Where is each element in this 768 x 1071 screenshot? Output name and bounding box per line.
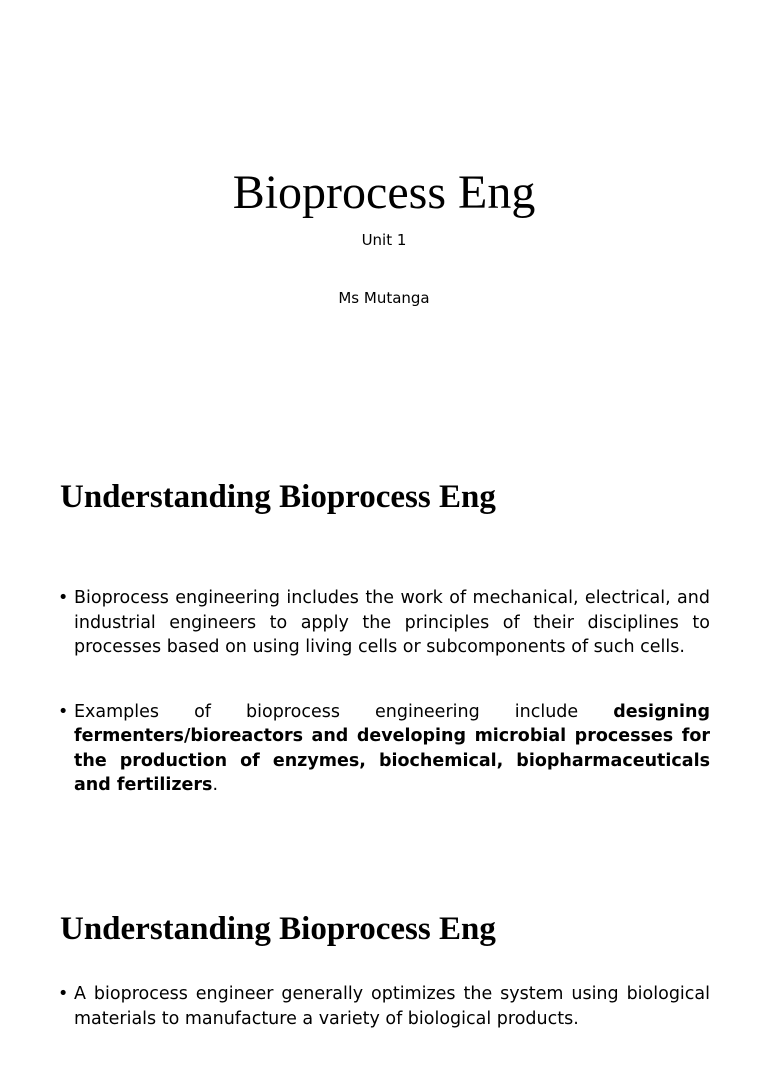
bullet-symbol: • [58,984,69,1004]
bullet-text: Bioprocess engineering includes the work of mechanical, electrical, and industrial engineers to apply the principles of their disciplines to processes based on using living cells or subcomponents of such cells. [74,588,710,657]
bullet-text-prefix: Examples of bioprocess engineering include [74,701,614,722]
bullet-text: A bioprocess engineer generally optimizes the system using biological materials to manufacture a variety of biological products. [74,984,710,1029]
bullet-symbol: • [58,588,69,608]
content-slide-1 [0,432,768,864]
bullet-item [58,700,710,798]
bullet-list [58,982,710,1071]
bullet-text-bold: designing fermenters/bioreactors and developing microbial processes for the production of enzymes, biochemical, biopharmaceuticals and fertilizers [74,701,710,795]
author-subtitle: Ms Mutanga [338,289,430,307]
bullet-text-suffix: . [212,775,219,795]
content-slide-2 [0,864,768,1029]
bullet-list [58,586,710,838]
slide-heading: Understanding Bioprocess Eng [60,479,496,515]
title-slide [0,0,768,432]
bullet-item [58,586,710,660]
presentation-title: Bioprocess Eng [232,166,536,219]
bullet-symbol: • [58,701,69,722]
unit-subtitle: Unit 1 [361,231,407,249]
slide-heading: Understanding Bioprocess Eng [60,911,496,947]
